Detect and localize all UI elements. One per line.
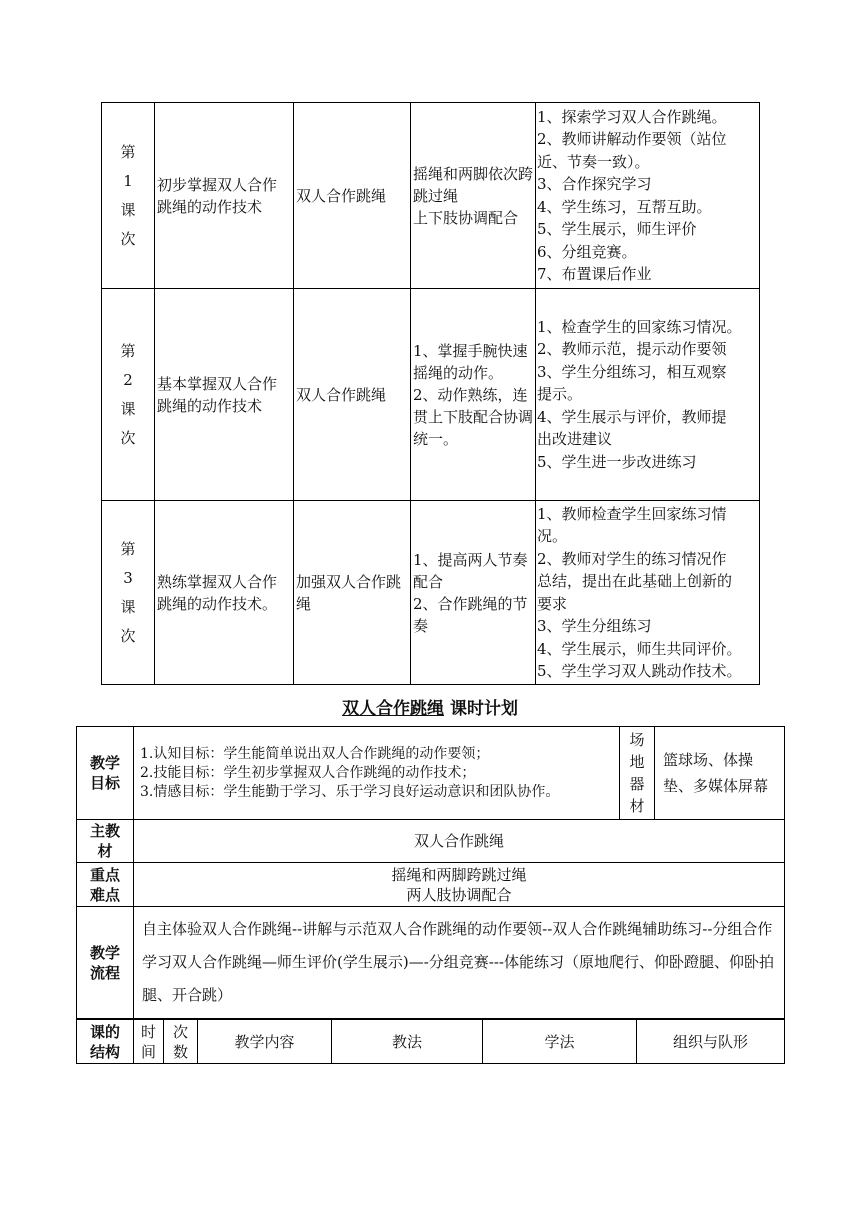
lesson-char: 次 — [120, 229, 136, 248]
lesson-char: 次 — [120, 428, 136, 447]
venue-value: 篮球场、体操垫、多媒体屏幕 — [655, 727, 785, 820]
label-char: 间 — [140, 1042, 156, 1061]
step: 7、布置课后作业 — [537, 265, 652, 283]
lesson-content: 双人合作跳绳 — [294, 289, 411, 501]
label-line: 主教 — [89, 822, 120, 840]
lesson-content: 加强双人合作跳绳 — [294, 501, 411, 685]
label-char: 场 — [629, 731, 645, 749]
table-row — [77, 907, 785, 1019]
difficulty-line: 摇绳和两脚跨跳过绳 — [391, 865, 527, 884]
plan-title-sub: 课时计划 — [449, 699, 518, 719]
key-point: 1、掌握手腕快速摇绳的动作。 — [413, 341, 528, 382]
lesson-goal: 初步掌握双人合作跳绳的动作技术 — [155, 103, 294, 289]
goal-item: 3.情感目标：学生能勤于学习、乐于学习良好运动意识和团队协作。 — [140, 783, 560, 800]
lesson-char: 2 — [123, 370, 133, 389]
lesson-char: 次 — [120, 626, 136, 645]
lesson-key-points — [411, 103, 536, 289]
step: 3、学生分组练习 — [537, 617, 652, 635]
flow-value: 自主体验双人合作跳绳--讲解与示范双人合作跳绳的动作要领--双人合作跳绳辅助练习--分组合作学习双人合作跳绳—师生评价(学生展示)—-分组竞赛---体能练习（原地爬行、仰卧蹬腿、仰卧拍腿、开合跳） — [134, 907, 785, 1019]
key-point: 上下肢协调配合 — [413, 208, 519, 227]
label-char: 时 — [140, 1022, 156, 1041]
structure-table — [76, 1019, 785, 1064]
lesson-char: 1 — [123, 171, 133, 190]
label-char: 数 — [172, 1042, 188, 1061]
step: 提示。 — [537, 385, 583, 404]
lesson-number — [102, 501, 155, 685]
material-value: 双人合作跳绳 — [134, 820, 785, 863]
step: 2、教师示范，提示动作要领 — [537, 340, 727, 359]
label-line: 教学 — [89, 754, 120, 772]
step: 5、学生进一步改进练习 — [537, 452, 697, 471]
goal-item: 2.技能目标：学生初步掌握双人合作跳绳的动作技术； — [140, 764, 476, 781]
goals-list — [134, 727, 620, 820]
lesson-key-points — [411, 289, 536, 501]
lesson-goal: 熟练掌握双人合作跳绳的动作技术。 — [155, 501, 294, 685]
step: 总结，提出在此基础上创新的 — [537, 572, 733, 590]
key-point: 1、提高两人节奏配合 — [413, 550, 528, 591]
step: 5、学生学习双人跳动作技术。 — [537, 662, 742, 680]
step: 4、学生练习，互帮互助。 — [537, 197, 712, 216]
lesson-char: 课 — [120, 200, 136, 219]
label-line: 材 — [97, 842, 113, 860]
step: 4、学生展示，师生共同评价。 — [537, 639, 742, 658]
goals-label — [77, 727, 134, 820]
lesson-char: 第 — [120, 539, 136, 558]
key-point: 2、动作熟练，连贯上下肢配合协调统一。 — [413, 385, 534, 448]
structure-label — [77, 1020, 134, 1064]
label-line: 重点 — [89, 865, 120, 884]
lesson-char: 第 — [120, 142, 136, 161]
step: 出改进建议 — [537, 430, 613, 449]
step: 4、学生展示与评价，教师提 — [537, 407, 727, 426]
key-point: 摇绳和两脚依次跨跳过绳 — [413, 164, 534, 205]
label-line: 结构 — [89, 1042, 120, 1061]
difficulty-label — [77, 863, 134, 907]
table-row — [77, 863, 785, 907]
label-line: 流程 — [89, 963, 120, 982]
step: 要求 — [537, 594, 568, 613]
column-content: 教学内容 — [198, 1020, 332, 1064]
label-line: 难点 — [89, 885, 120, 904]
table-row — [77, 727, 785, 820]
label-char: 材 — [629, 797, 645, 815]
step: 3、学生分组练习，相互观察 — [537, 362, 727, 381]
label-char: 器 — [629, 775, 645, 793]
lesson-char: 3 — [123, 568, 133, 587]
column-teaching-method: 教法 — [332, 1020, 483, 1064]
step: 2、教师对学生的练习情况作 — [537, 549, 727, 568]
material-label — [77, 820, 134, 863]
table-row — [102, 289, 760, 501]
venue-label — [620, 727, 655, 820]
step: 5、学生展示，师生评价 — [537, 220, 697, 238]
table-row — [102, 103, 760, 289]
lesson-char: 课 — [120, 399, 136, 418]
difficulty-value — [134, 863, 785, 907]
table-row — [102, 501, 760, 685]
table-row — [77, 820, 785, 863]
goal-item: 1.认知目标：学生能简单说出双人合作跳绳的动作要领； — [140, 745, 490, 762]
key-point: 2、合作跳绳的节奏 — [413, 594, 528, 635]
step: 1、探索学习双人合作跳绳。 — [537, 107, 727, 126]
plan-title-main: 双人合作跳绳 — [342, 699, 445, 719]
column-time — [134, 1020, 164, 1064]
flow-label — [77, 907, 134, 1019]
lesson-plan-table — [76, 726, 785, 1019]
lesson-key-points — [411, 501, 536, 685]
label-char: 地 — [629, 753, 645, 771]
label-line: 教学 — [89, 943, 120, 962]
step: 况。 — [537, 527, 568, 545]
step: 近、节奏一致）。 — [537, 152, 650, 171]
label-char: 次 — [172, 1022, 188, 1041]
lesson-char: 第 — [120, 341, 136, 360]
step: 3、合作探究学习 — [537, 175, 652, 193]
column-learning-method: 学法 — [483, 1020, 637, 1064]
label-line: 目标 — [89, 774, 120, 792]
column-count — [164, 1020, 198, 1064]
step: 1、教师检查学生回家练习情 — [537, 504, 727, 523]
label-line: 课的 — [89, 1022, 120, 1041]
lesson-schedule-table — [101, 102, 760, 685]
lesson-content: 双人合作跳绳 — [294, 103, 411, 289]
step: 1、检查学生的回家练习情况。 — [537, 317, 742, 336]
lesson-number — [102, 289, 155, 501]
lesson-goal: 基本掌握双人合作跳绳的动作技术 — [155, 289, 294, 501]
plan-title — [0, 694, 860, 719]
lesson-char: 课 — [120, 597, 136, 616]
lesson-steps — [536, 103, 760, 289]
lesson-steps — [536, 501, 760, 685]
difficulty-line: 两人肢协调配合 — [406, 885, 512, 904]
step: 6、分组竞赛。 — [537, 242, 637, 261]
lesson-number — [102, 103, 155, 289]
step: 2、教师讲解动作要领（站位 — [537, 130, 727, 148]
table-row — [77, 1020, 785, 1064]
lesson-steps — [536, 289, 760, 501]
column-organization: 组织与队形 — [637, 1020, 785, 1064]
